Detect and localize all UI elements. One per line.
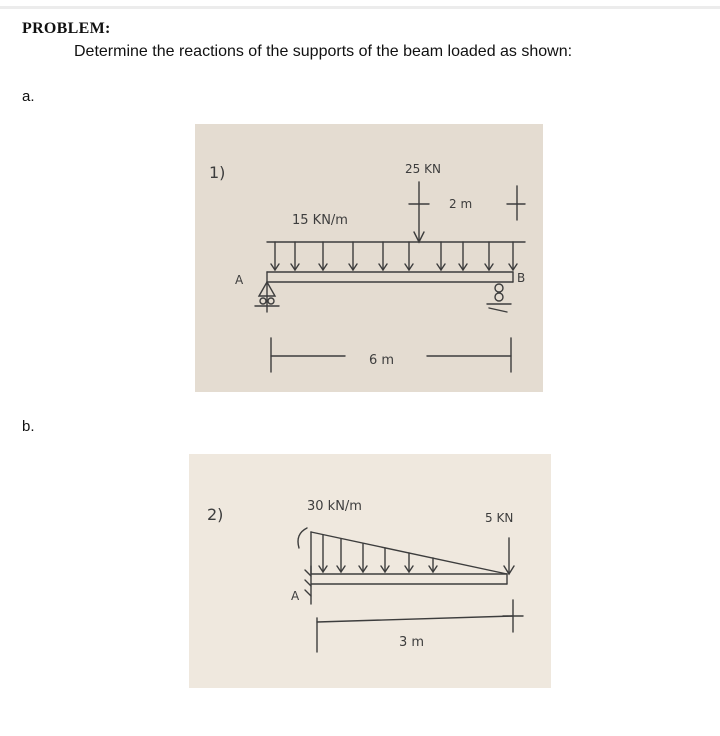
figure-b-point-load-label: 5 KN	[485, 511, 514, 525]
part-b-label: b.	[22, 418, 35, 435]
figure-a-span-label: 6 m	[369, 353, 395, 368]
figure-b-drawing	[189, 454, 551, 688]
figure-a-udl-label: 15 KN/m	[292, 213, 348, 228]
figure-a-point-load-label: 25 KN	[405, 162, 441, 176]
problem-prompt: Determine the reactions of the supports of the beam loaded as shown:	[74, 43, 573, 60]
figure-a-support-a: A	[235, 273, 244, 287]
figure-b-number: 2)	[207, 505, 224, 524]
figure-a-offset-label: 2 m	[449, 197, 473, 211]
figure-b-support-a: A	[291, 589, 300, 603]
figure-b-span-label: 3 m	[399, 635, 425, 650]
top-divider	[0, 6, 720, 9]
part-a-label: a.	[22, 88, 35, 105]
figure-b-photo	[189, 454, 551, 688]
figure-b-triangular-load-label: 30 kN/m	[307, 499, 362, 514]
problem-heading: PROBLEM:	[22, 20, 111, 37]
figure-a-photo	[195, 124, 543, 392]
figure-a-support-b: B	[517, 271, 526, 285]
figure-a-drawing	[195, 124, 543, 392]
figure-a-number: 1)	[209, 163, 226, 182]
